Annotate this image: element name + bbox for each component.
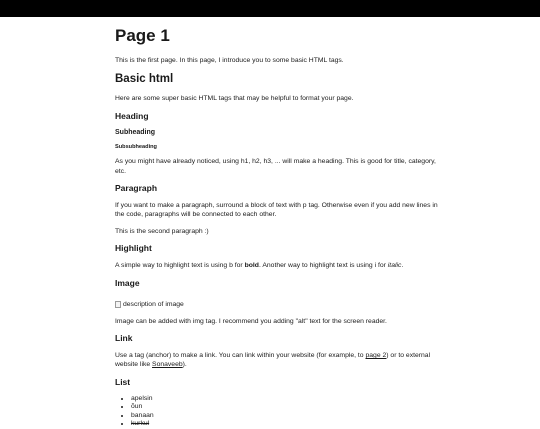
basic-html-heading: Basic html (115, 73, 174, 86)
intro-paragraph: This is the first page. In this page, I introduce you to some basic HTML tags. (115, 56, 344, 64)
link-text-before: Use a tag (anchor) to make a link. You can link within your website (for example, to (115, 351, 366, 359)
image-paragraph: Image can be added with img tag. I recommend you adding "alt" text for the screen reader. (115, 317, 387, 325)
basic-html-paragraph: Here are some super basic HTML tags that may be helpful to format your page. (115, 95, 354, 103)
headings-paragraph: As you might have already noticed, using h1, h2, h3, ... will make a heading. This is good for title, category, etc. (115, 158, 436, 175)
italic-word: italic (387, 262, 402, 270)
list-item: • õun (131, 403, 445, 411)
link-text-after: ). (182, 361, 187, 369)
heading-demo-h3: Heading (115, 110, 149, 121)
list-item: • banaan (131, 412, 445, 420)
image-alt-text: description of image (123, 301, 184, 309)
highlight-paragraph (115, 261, 445, 271)
broken-image (115, 300, 184, 310)
link-heading: Link (115, 333, 133, 344)
broken-image-icon (115, 301, 121, 308)
link-text-middle: ) or to external website like (115, 351, 431, 369)
highlight-heading: Highlight (115, 243, 152, 254)
paragraph-text-1: If you want to make a paragraph, surround a block of text with p tag. Otherwise even if you add new lines in the code, paragraphs will be connected to each other. (115, 201, 438, 219)
paragraph-text-2: This is the second paragraph :) (115, 227, 209, 235)
highlight-text-middle: . Another way to highlight text is using i for (258, 262, 388, 270)
sonaveeb-link[interactable]: Sonaveeb (152, 361, 183, 369)
paragraph-heading: Paragraph (115, 183, 158, 194)
subheading-demo-h4: Subheading (115, 128, 156, 136)
list-item: • apelsin (131, 395, 445, 403)
page-title: Page 1 (115, 26, 170, 45)
page-2-link[interactable]: page 2 (365, 351, 387, 359)
list-item: • kurkul (131, 420, 445, 428)
subsubheading-demo-h5: Subsubheading (115, 143, 157, 150)
page-content (115, 17, 445, 428)
highlight-text-after: . (401, 262, 404, 270)
highlight-text-before: A simple way to highlight text is using b for (115, 262, 245, 270)
fruit-list (115, 395, 445, 429)
bold-word: bold (244, 262, 259, 270)
browser-top-bar (0, 0, 540, 17)
link-paragraph (115, 351, 445, 370)
image-heading: Image (115, 277, 140, 288)
list-heading: List (115, 377, 131, 387)
